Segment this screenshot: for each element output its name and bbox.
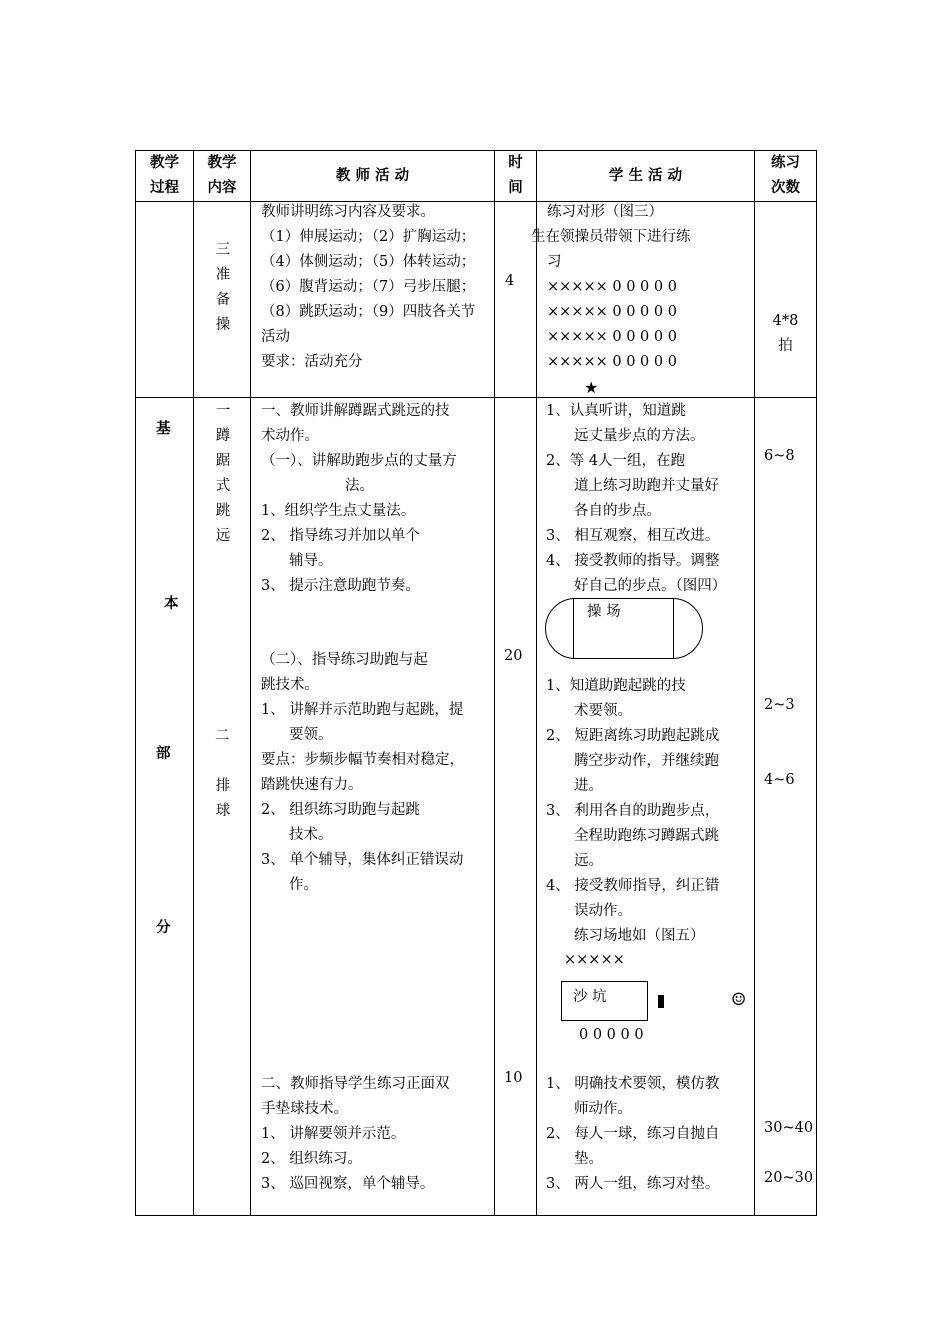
student-long-jump-b: 1、知道助跑起跳的技 术要领。 2、 短距离练习助跑起跳成 腾空步动作，并继续跑 进。 3、 利用各自的助跑步点， 全程助跑练习蹲踞式跳 远。 4、 接受教师指导，纠正错 误动作。 练习场地如（图五） (546, 678, 720, 944)
content-volleyball: 排 球 (215, 778, 231, 819)
warmup-reps-value: 4*8 拍 (772, 313, 799, 354)
student-long-jump-a: 1、认真听讲，知道跳 远丈量步点的方法。 2、等 4人一组，在跑 道上练习助跑并丈量好 各自的步点。 3、 相互观察，相互改进。 4、 接受教师的指导。调整 好自己的步点。（图四） (546, 403, 727, 594)
time-long-jump: 20 (504, 648, 523, 664)
teacher-long-jump-b: （二）、指导练习助跑与起 跳技术。 1、 讲解并示范助跑与起跳，提 要领。 要点：步频步幅节奏相对稳定， 踏跳快速有力。 2、 组织练习助跑与起跳 技术。 3、 单个辅导，集体纠正错误动 作。 (261, 652, 464, 893)
header-teacher: 教 师 活 动 (251, 151, 495, 202)
warmup-time-value: 4 (505, 273, 515, 289)
main-process (136, 398, 194, 1216)
takeoff-board-icon (658, 995, 664, 1008)
content-long-jump: 一 蹲 踞 式 跳 远 (215, 403, 231, 544)
header-time: 时 间 (495, 151, 537, 202)
teacher-volleyball: 二、教师指导学生练习正面双 手垫球技术。 1、 讲解要领并示范。 2、 组织练习。 3、 巡回视察，单个辅导。 (261, 1076, 450, 1192)
teacher-long-jump-a: 一、教师讲解蹲踞式跳远的技 术动作。 （一）、讲解助跑步点的丈量方 法。 1、组织学生点丈量法。 2、 指导练习并加以单个 辅导。 3、 提示注意助跑节奏。 (261, 403, 457, 594)
warmup-teacher-text: 教师讲明练习内容及要求。 （1）伸展运动；（2）扩胸运动； （4）体侧运动；（5）体转运动； （6）腹背运动；（7）弓步压腿； （8）跳跃运动；（9）四肢各关节 活动 要求：活动充分 (261, 204, 476, 370)
warmup-process (136, 202, 194, 398)
header-process: 教学 过程 (136, 151, 194, 202)
main-time (495, 398, 537, 1216)
process-char-1: 基 (156, 421, 171, 437)
field-bottom-row: 0 0 0 0 0 (579, 1027, 644, 1043)
track-label: 操 场 (587, 604, 621, 620)
main-reps (755, 398, 817, 1216)
header-reps: 练习 次数 (755, 151, 817, 202)
reps-2: 2~3 (764, 697, 795, 713)
header-row (136, 151, 817, 202)
process-char-3: 部 (156, 746, 171, 762)
process-char-4: 分 (156, 920, 171, 936)
sandpit-label: 沙 坑 (573, 989, 607, 1005)
teacher-smiley-icon: ☺ (731, 990, 747, 1010)
student-volleyball: 1、 明确技术要领，模仿教 师动作。 2、 每人一球，练习自抛自 垫。 3、 两人一组，练习对垫。 (546, 1076, 720, 1192)
reps-4: 30~40 (764, 1120, 814, 1136)
reps-1: 6~8 (764, 448, 795, 464)
header-student: 学 生 活 动 (537, 151, 755, 202)
reps-3: 4~6 (764, 772, 795, 788)
field-top-row: ××××× (564, 952, 625, 968)
header-content: 教学 内容 (194, 151, 251, 202)
reps-5: 20~30 (764, 1170, 814, 1186)
warmup-student-text: 练习对形（图三） 生在领操员带领下进行练 习 ××××× 0 0 0 0 0 ××××× 0 0 0 0 0 ××××× 0 0 0 0 0 ××××× 0 0 0 0 0 (531, 204, 691, 370)
warmup-reps (755, 202, 817, 398)
star-icon: ★ (584, 378, 599, 397)
warmup-content-text: 三 准 备 操 (215, 242, 231, 333)
process-char-2: 本 (164, 596, 179, 612)
content-volleyball-num: 二 (215, 728, 230, 744)
time-volleyball: 10 (504, 1070, 523, 1086)
warmup-row (136, 202, 817, 398)
